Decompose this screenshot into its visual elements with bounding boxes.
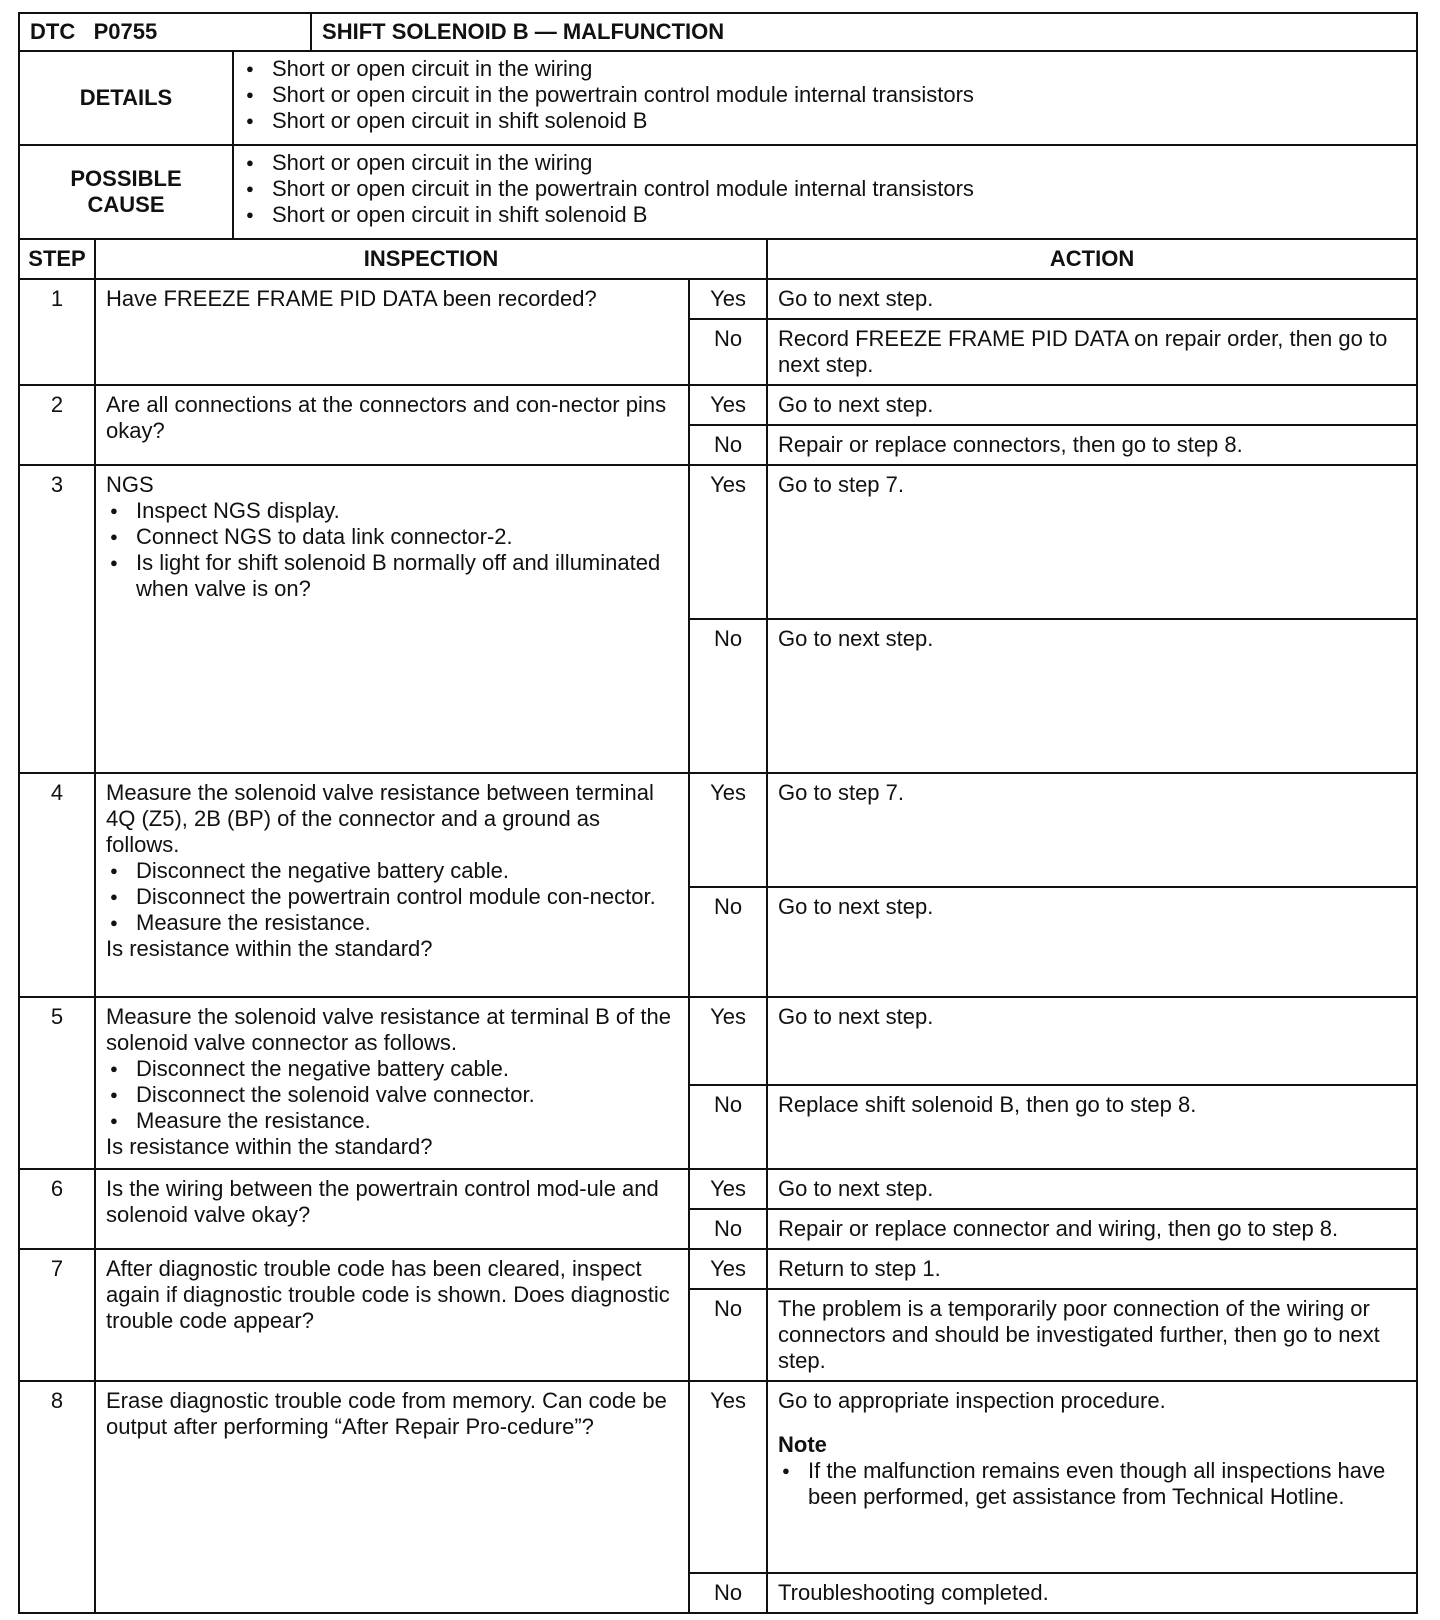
action-no: Go to next step. — [767, 887, 1417, 997]
details-item: ● Short or open circuit in the wiring — [242, 56, 1408, 82]
column-header-row — [19, 239, 1417, 279]
step-row — [19, 1249, 1417, 1289]
answer-yes: Yes — [689, 997, 767, 1085]
action-no: Record FREEZE FRAME PID DATA on repair order, then go to next step. — [767, 319, 1417, 385]
column-header-action: ACTION — [767, 239, 1417, 279]
answer-yes: Yes — [689, 1381, 767, 1573]
step-number: 6 — [19, 1169, 95, 1249]
answer-yes: Yes — [689, 773, 767, 887]
column-header-step: STEP — [19, 239, 95, 279]
action-no: Replace shift solenoid B, then go to step 8. — [767, 1085, 1417, 1169]
step-number: 8 — [19, 1381, 95, 1613]
answer-no: No — [689, 1573, 767, 1613]
answer-yes: Yes — [689, 1249, 767, 1289]
step-number: 5 — [19, 997, 95, 1169]
step-number: 1 — [19, 279, 95, 385]
possible-cause-label-line2: CAUSE — [87, 192, 165, 217]
step-bullet: ● Inspect NGS display. — [106, 498, 678, 524]
step-bullet: ● Measure the resistance. — [106, 1108, 678, 1134]
action-no: Repair or replace connector and wiring, then go to step 8. — [767, 1209, 1417, 1249]
step-bullet: ● Disconnect the negative battery cable. — [106, 1056, 678, 1082]
answer-no: No — [689, 425, 767, 465]
step-row — [19, 385, 1417, 425]
step-inspection — [95, 465, 689, 773]
possible-cause-row — [19, 145, 1417, 239]
dtc-label: DTC — [30, 19, 76, 44]
possible-cause-label-line1: POSSIBLE — [70, 166, 182, 191]
details-item: ● Short or open circuit in shift solenoid B — [242, 108, 1408, 134]
answer-no: No — [689, 887, 767, 997]
answer-no: No — [689, 1289, 767, 1381]
action-no: Repair or replace connectors, then go to step 8. — [767, 425, 1417, 465]
step-question: Is resistance within the standard? — [106, 936, 433, 961]
step-inspection: Erase diagnostic trouble code from memory. Can code be output after performing “After Repair Pro-cedure”? — [95, 1381, 689, 1613]
details-label: DETAILS — [19, 51, 233, 145]
details-item: ● Short or open circuit in the powertrain control module internal transistors — [242, 82, 1408, 108]
step-number: 7 — [19, 1249, 95, 1381]
note-label: Note — [778, 1432, 827, 1457]
step-sub-bullet: ● Connect NGS to data link connector-2. — [106, 524, 678, 550]
possible-cause-item: ● Short or open circuit in shift solenoid B — [242, 202, 1408, 228]
possible-cause-content — [233, 145, 1417, 239]
answer-no: No — [689, 1085, 767, 1169]
answer-yes: Yes — [689, 465, 767, 619]
action-no: The problem is a temporarily poor connection of the wiring or connectors and should be investigated further, then go to next step. — [767, 1289, 1417, 1381]
step-number: 3 — [19, 465, 95, 773]
possible-cause-item: ● Short or open circuit in the powertrain control module internal transistors — [242, 176, 1408, 202]
action-yes: Go to appropriate inspection procedure. — [778, 1388, 1166, 1413]
header-row — [19, 13, 1417, 51]
action-yes: Go to next step. — [767, 279, 1417, 319]
action-no: Go to next step. — [767, 619, 1417, 773]
step-inspection: Are all connections at the connectors and con-nector pins okay? — [95, 385, 689, 465]
step-intro: Measure the solenoid valve resistance between terminal 4Q (Z5), 2B (BP) of the connector and a ground as follows. — [106, 780, 654, 857]
possible-cause-label — [19, 145, 233, 239]
step-inspection — [95, 773, 689, 997]
step-intro: Measure the solenoid valve resistance at terminal B of the solenoid valve connector as follows. — [106, 1004, 671, 1055]
step-number: 4 — [19, 773, 95, 997]
step-inspection: Have FREEZE FRAME PID DATA been recorded? — [95, 279, 689, 385]
dtc-cell — [19, 13, 311, 51]
step-sub-bullet: ● Is light for shift solenoid B normally off and illuminated when valve is on? — [106, 550, 678, 602]
step-row — [19, 1169, 1417, 1209]
step-question: Is resistance within the standard? — [106, 1134, 433, 1159]
possible-cause-item: ● Short or open circuit in the wiring — [242, 150, 1408, 176]
step-row — [19, 279, 1417, 319]
column-header-inspection: INSPECTION — [95, 239, 767, 279]
step-bullet: ● Disconnect the solenoid valve connector. — [106, 1082, 678, 1108]
step-row — [19, 1381, 1417, 1573]
step-number: 2 — [19, 385, 95, 465]
step-row — [19, 465, 1417, 619]
answer-no: No — [689, 619, 767, 773]
answer-yes: Yes — [689, 385, 767, 425]
dtc-table — [18, 12, 1418, 1614]
step-inspection — [95, 997, 689, 1169]
answer-no: No — [689, 319, 767, 385]
details-row — [19, 51, 1417, 145]
action-no: Troubleshooting completed. — [767, 1573, 1417, 1613]
answer-yes: Yes — [689, 279, 767, 319]
action-yes: Return to step 1. — [767, 1249, 1417, 1289]
action-yes-cell — [767, 1381, 1417, 1573]
action-yes: Go to next step. — [767, 997, 1417, 1085]
step-bullet: ● Disconnect the negative battery cable. — [106, 858, 678, 884]
answer-no: No — [689, 1209, 767, 1249]
details-content — [233, 51, 1417, 145]
step-intro: NGS — [106, 472, 154, 497]
step-bullet: ● Measure the resistance. — [106, 910, 678, 936]
step-bullet: ● Disconnect the powertrain control module con-nector. — [106, 884, 678, 910]
action-yes: Go to step 7. — [767, 465, 1417, 619]
step-inspection: Is the wiring between the powertrain control mod-ule and solenoid valve okay? — [95, 1169, 689, 1249]
step-inspection: After diagnostic trouble code has been cleared, inspect again if diagnostic trouble code is shown. Does diagnostic trouble code appear? — [95, 1249, 689, 1381]
action-yes: Go to step 7. — [767, 773, 1417, 887]
dtc-code: P0755 — [93, 19, 158, 44]
step-row — [19, 997, 1417, 1085]
answer-yes: Yes — [689, 1169, 767, 1209]
page-title: SHIFT SOLENOID B — MALFUNCTION — [311, 13, 1417, 51]
step-row — [19, 773, 1417, 887]
note-bullet: ● If the malfunction remains even though all inspections have been performed, get assistance from Technical Hotline. — [778, 1458, 1406, 1510]
action-yes: Go to next step. — [767, 1169, 1417, 1209]
diagnostic-sheet — [18, 12, 1416, 1614]
action-yes: Go to next step. — [767, 385, 1417, 425]
